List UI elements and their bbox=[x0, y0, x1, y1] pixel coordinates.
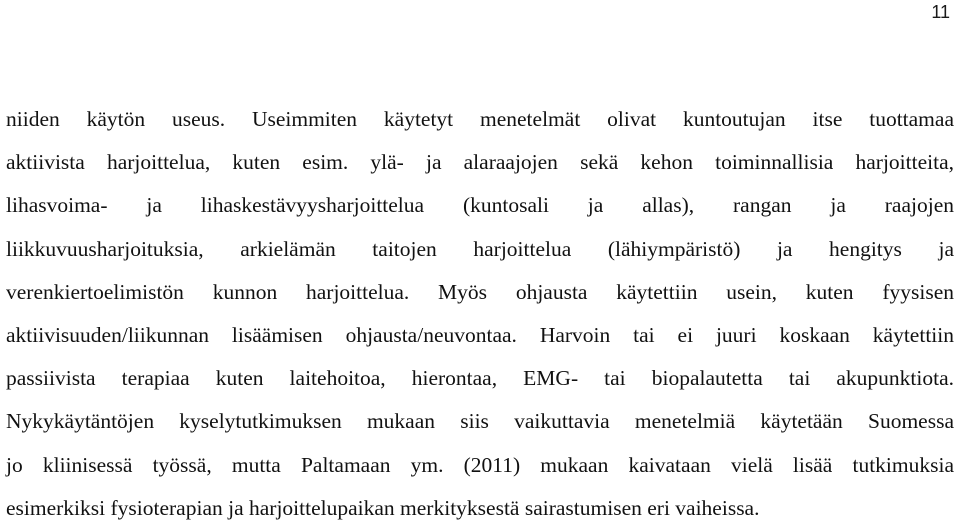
text-line: lihasvoima- ja lihaskestävyysharjoittelua (kuntosali ja allas), rangan ja raajojen bbox=[6, 193, 954, 218]
page-number: 11 bbox=[931, 2, 950, 22]
body-paragraph bbox=[6, 98, 954, 530]
text-line: passiivista terapiaa kuten laitehoitoa, hierontaa, EMG- tai biopalautetta tai akupunktiota. bbox=[6, 366, 954, 391]
text-line: esimerkiksi fysioterapian ja harjoittelupaikan merkityksestä sairastumisen eri vaiheissa. bbox=[6, 495, 760, 520]
text-line: aktiivisuuden/liikunnan lisäämisen ohjausta/neuvontaa. Harvoin tai ei juuri koskaan käytettiin bbox=[6, 322, 954, 347]
text-line: aktiivista harjoittelua, kuten esim. ylä- ja alaraajojen sekä kehon toiminnallisia harjoitteita, bbox=[6, 150, 954, 175]
text-line: liikkuvuusharjoituksia, arkielämän taitojen harjoittelua (lähiympäristö) ja hengitys ja bbox=[6, 236, 954, 261]
text-line: niiden käytön useus. Useimmiten käytetyt menetelmät olivat kuntoutujan itse tuottamaa bbox=[6, 107, 954, 131]
text-line: Nykykäytäntöjen kyselytutkimuksen mukaan siis vaikuttavia menetelmiä käytetään Suomessa bbox=[6, 409, 954, 434]
text-line: verenkiertoelimistön kunnon harjoittelua. Myös ohjausta käytettiin usein, kuten fyysisen bbox=[6, 279, 954, 304]
text-line: jo kliinisessä työssä, mutta Paltamaan ym. (2011) mukaan kaivataan vielä lisää tutkimuksia bbox=[6, 452, 954, 477]
